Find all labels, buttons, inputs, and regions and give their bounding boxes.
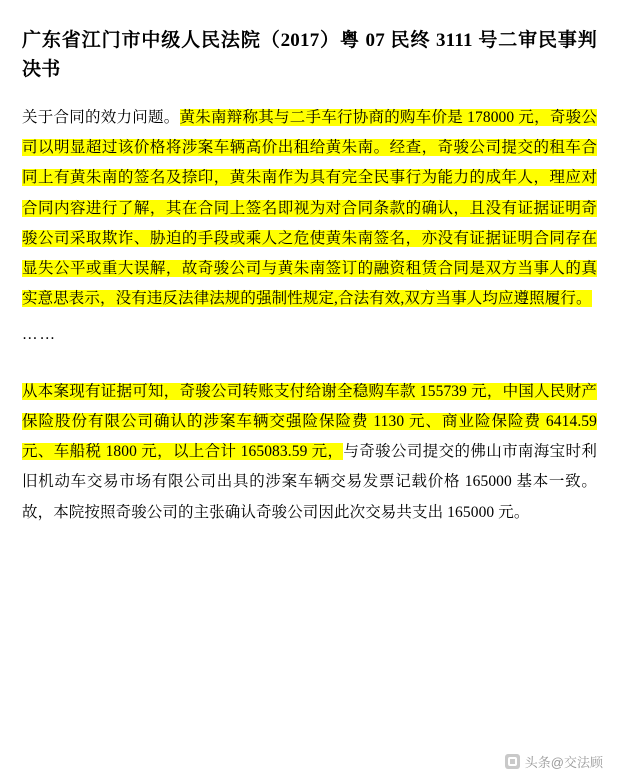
toutiao-icon [505,754,520,769]
paragraph-spacer [22,365,597,377]
paragraph1-highlighted-text: 黄朱南辩称其与二手车行协商的购车价是 178000 元，奇骏公司以明显超过该价格将涉案车辆高价出租给黄朱南。经查，奇骏公司提交的租车合同上有黄朱南的签名及捺印，黄朱南作为具有完全民事行为能力的成年人，理应对合同内容进行了解，其在合同上签名即视为对合同条款的确认，且没有证据证明奇骏公司采取欺诈、胁迫的手段或乘人之危使黄朱南签名，亦没有证据证明合同存在显失公平或重大误解，故奇骏公司与黄朱南签订的融资租赁合同是双方当事人的真实意思表示，没有违反法律法规的强制性规定,合法有效,双方当事人均应遵照履行。 [22,108,597,308]
paragraph-evidence-costs [22,377,597,528]
paragraph2-highlighted-text: 从本案现有证据可知，奇骏公司转账支付给谢全稳购车款 155739 元，中国人民财产保险股份有限公司确认的涉案车辆交强险保险费 1130 元、商业险保险费 6414.59 元、车船税 1800 元，以上合计 165083.59 元， [22,382,597,461]
document-title: 广东省江门市中级人民法院（2017）粤 07 民终 3111 号二审民事判决书 [22,30,597,81]
ellipsis-separator: …… [22,326,57,344]
watermark-label: 头条@交法顾 [524,755,603,770]
paragraph1-lead-text: 关于合同的效力问题。 [22,108,180,126]
paragraph2-tail-text: 与奇骏公司提交的佛山市南海宝时利旧机动车交易市场有限公司出具的涉案车辆交易发票记载价格 165000 基本一致。故，本院按照奇骏公司的主张确认奇骏公司因此次交易共支出 165000 元。 [22,443,597,521]
watermark [505,752,603,771]
paragraph-contract-validity [22,103,597,315]
